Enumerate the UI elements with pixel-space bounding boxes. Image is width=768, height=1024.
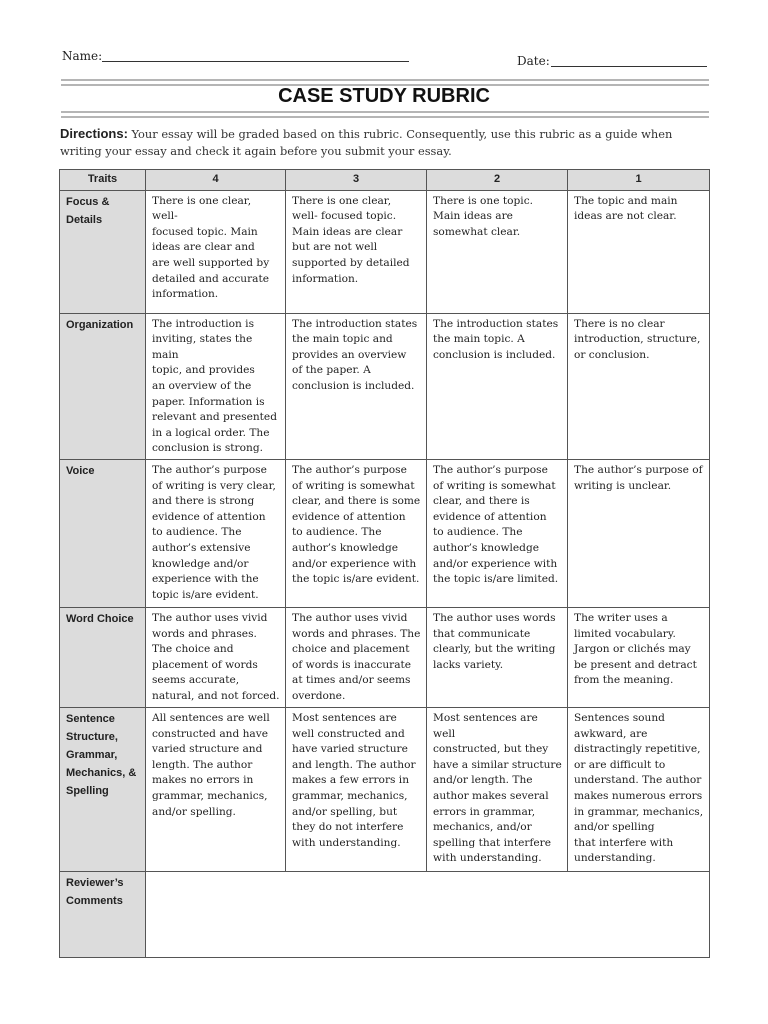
cell-score-2: The introduction states the main topic. A conclusion is included. (427, 313, 568, 459)
header-score-2: 2 (427, 170, 568, 191)
page-title: CASE STUDY RUBRIC (278, 85, 490, 107)
cell-score-1: The writer uses a limited vocabulary. Jargon or clichés may be present and detract from the meaning. (568, 607, 710, 707)
table-row (60, 190, 710, 313)
header-score-4: 4 (146, 170, 286, 191)
trait-organization: Organization (60, 313, 146, 459)
name-field[interactable] (102, 61, 409, 62)
title-divider-bottom (61, 111, 709, 113)
table-row (60, 459, 710, 607)
directions (60, 125, 710, 160)
title-divider-bottom-inner (61, 116, 709, 118)
cell-score-1: Sentences sound awkward, are distractingly repetitive, or are difficult to understand. The author makes numerous errors in grammar, mechanics, and/or spelling that interfere with understanding. (568, 707, 710, 871)
date-label: Date: (517, 54, 550, 68)
directions-text: Your essay will be graded based on this rubric. Consequently, use this rubric as a guide when writing your essay and check it again before you submit your essay. (60, 127, 673, 158)
trait-focus-details: Focus & Details (60, 190, 146, 313)
table-row (60, 607, 710, 707)
trait-reviewer-comments: Reviewer’s Comments (60, 871, 146, 957)
trait-word-choice: Word Choice (60, 607, 146, 707)
table-row (60, 313, 710, 459)
table-row (60, 871, 710, 957)
header-traits: Traits (60, 170, 146, 191)
table-row (60, 707, 710, 871)
table-header-row (60, 170, 710, 191)
name-label: Name: (62, 49, 103, 63)
reviewer-comments-field[interactable] (146, 871, 710, 957)
cell-score-1: The topic and main ideas are not clear. (568, 190, 710, 313)
cell-score-2: Most sentences are well constructed, but they have a similar structure and/or length. The author makes several errors in grammar, mechanics, and/or spelling that interfere with understanding. (427, 707, 568, 871)
cell-score-3: The introduction states the main topic and provides an overview of the paper. A conclusion is included. (286, 313, 427, 459)
trait-voice: Voice (60, 459, 146, 607)
cell-score-4: All sentences are well constructed and have varied structure and length. The author makes no errors in grammar, mechanics, and/or spelling. (146, 707, 286, 871)
directions-label: Directions: (60, 126, 128, 141)
trait-sentence-structure: Sentence Structure, Grammar, Mechanics, & Spelling (60, 707, 146, 871)
cell-score-1: The author’s purpose of writing is unclear. (568, 459, 710, 607)
cell-score-4: The introduction is inviting, states the main topic, and provides an overview of the paper. Information is relevant and presented in a logical order. The conclusion is strong. (146, 313, 286, 459)
cell-score-2: The author’s purpose of writing is somewhat clear, and there is evidence of attention to audience. The author’s knowledge and/or experience with the topic is/are limited. (427, 459, 568, 607)
header-score-3: 3 (286, 170, 427, 191)
cell-score-3: Most sentences are well constructed and have varied structure and length. The author makes a few errors in grammar, mechanics, and/or spelling, but they do not interfere with understanding. (286, 707, 427, 871)
cell-score-4: The author’s purpose of writing is very clear, and there is strong evidence of attention to audience. The author’s extensive knowledge and/or experience with the topic is/are evident. (146, 459, 286, 607)
cell-score-2: The author uses words that communicate clearly, but the writing lacks variety. (427, 607, 568, 707)
cell-score-3: There is one clear, well- focused topic. Main ideas are clear but are not well supported by detailed information. (286, 190, 427, 313)
date-field[interactable] (551, 66, 707, 67)
rubric-table (59, 169, 710, 958)
cell-score-1: There is no clear introduction, structure, or conclusion. (568, 313, 710, 459)
header-score-1: 1 (568, 170, 710, 191)
cell-score-3: The author’s purpose of writing is somewhat clear, and there is some evidence of attention to audience. The author’s knowledge and/or experience with the topic is/are evident. (286, 459, 427, 607)
cell-score-3: The author uses vivid words and phrases. The choice and placement of words is inaccurate at times and/or seems overdone. (286, 607, 427, 707)
cell-score-2: There is one topic. Main ideas are somewhat clear. (427, 190, 568, 313)
cell-score-4: There is one clear, well- focused topic. Main ideas are clear and are well supported by detailed and accurate information. (146, 190, 286, 313)
cell-score-4: The author uses vivid words and phrases. The choice and placement of words seems accurate, natural, and not forced. (146, 607, 286, 707)
title-divider-top (61, 79, 709, 81)
